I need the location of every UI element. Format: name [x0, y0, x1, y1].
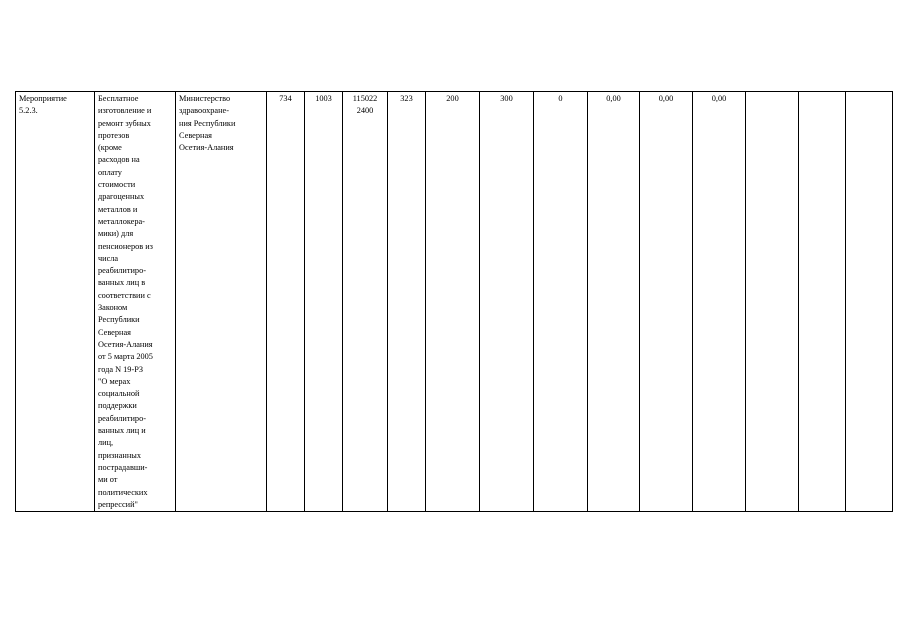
value-cell-6: 0,00	[693, 92, 746, 512]
value-cell-7	[746, 92, 799, 512]
value-cell-9	[846, 92, 893, 512]
target-article-cell: 115022 2400	[343, 92, 388, 512]
table-row	[16, 92, 893, 512]
value-cell-1: 200	[426, 92, 480, 512]
value-cell-5: 0,00	[640, 92, 693, 512]
value-cell-4: 0,00	[588, 92, 640, 512]
expense-type-cell: 323	[388, 92, 426, 512]
section-code-cell: 1003	[305, 92, 343, 512]
value-cell-2: 300	[480, 92, 534, 512]
value-cell-8	[799, 92, 846, 512]
value-cell-3: 0	[534, 92, 588, 512]
event-number-cell: Мероприятие 5.2.3.	[16, 92, 95, 512]
grbs-code-cell: 734	[267, 92, 305, 512]
event-description-cell: Бесплатное изготовление и ремонт зубных протезов (кроме расходов на оплату стоимости драгоценных металлов и металлокера- мики) для пенсионеров из числа реабилитиро- ванных лиц в соответствии с Законом Республики Северная Осетия-Алания от 5 марта 2005 года N 19-РЗ "О мерах социальной поддержки реабилитиро- ванных лиц и лиц, признанных пострадавши- ми от политических репрессий"	[95, 92, 176, 512]
budget-table	[15, 91, 893, 512]
executor-cell: Министерство здравоохране- ния Республики Северная Осетия-Алания	[176, 92, 267, 512]
